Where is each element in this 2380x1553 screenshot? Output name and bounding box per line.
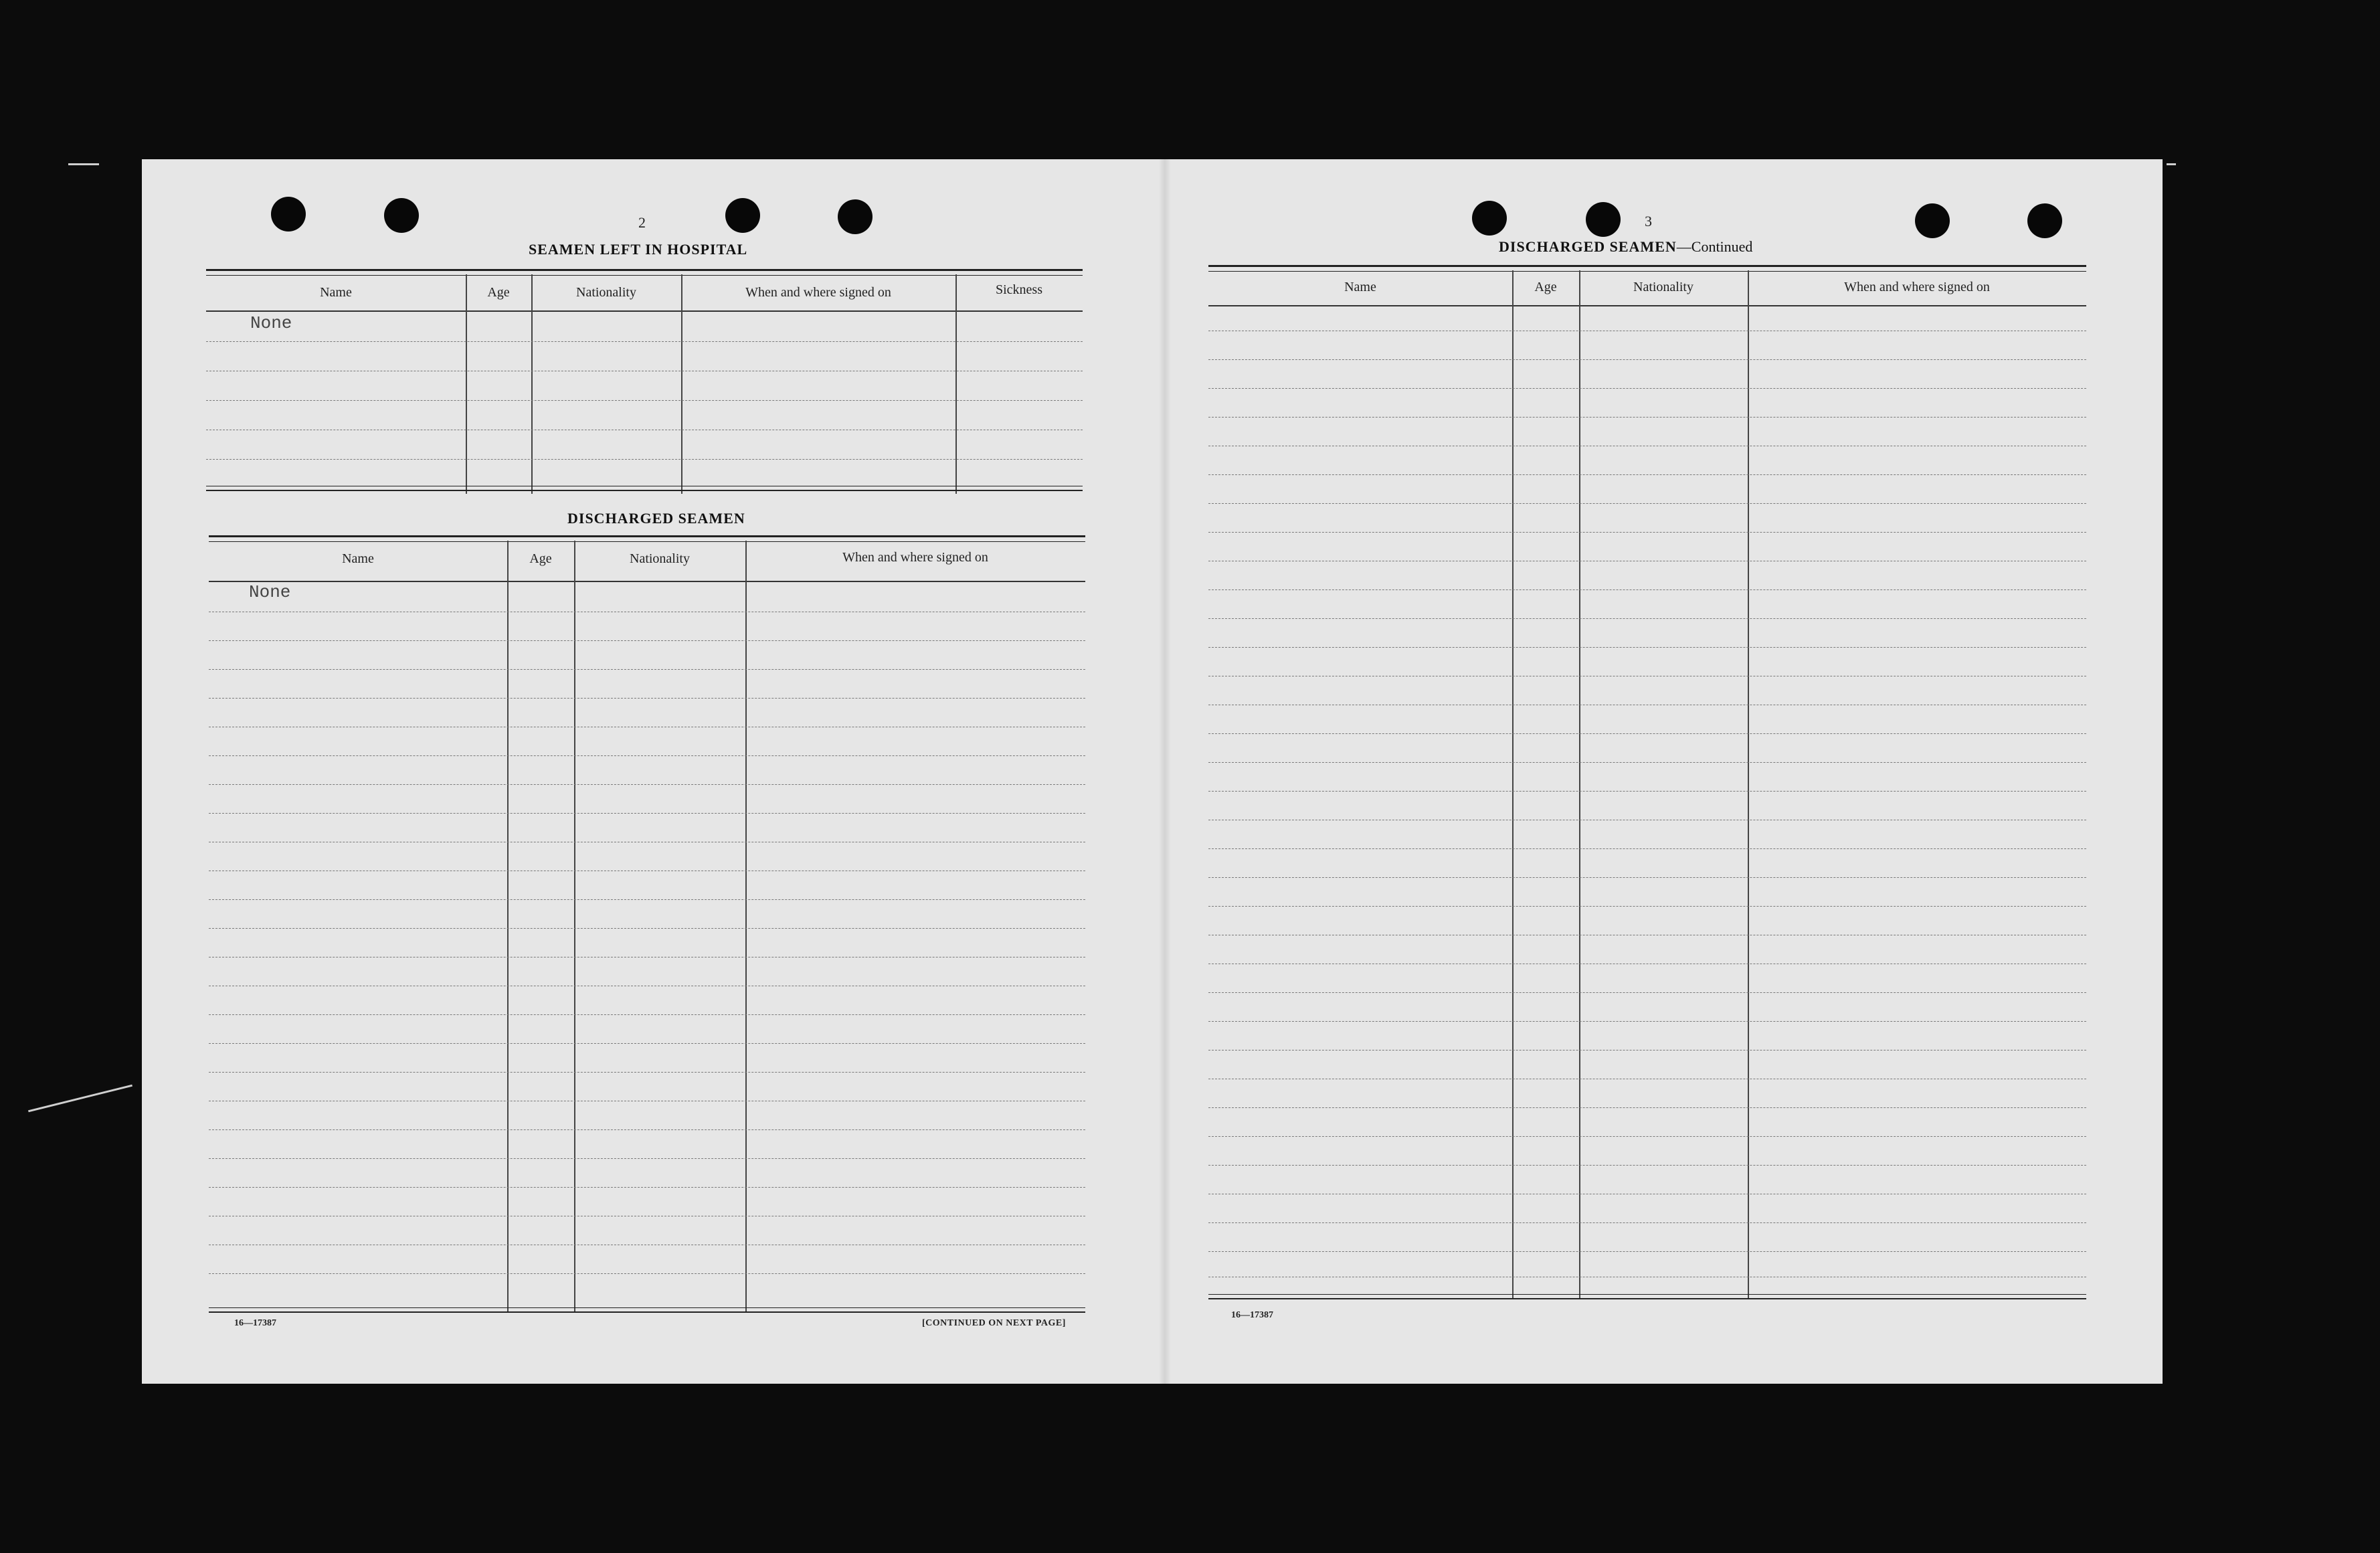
column-header-signed-on: When and where signed on <box>842 550 988 565</box>
punch-hole <box>725 198 760 233</box>
punch-hole <box>1915 203 1950 238</box>
right-page <box>1166 159 2163 1384</box>
discharged-table <box>209 535 1085 1319</box>
punch-hole <box>1472 201 1507 236</box>
column-header-signed-on: When and where signed on <box>745 285 891 300</box>
column-header-name: Name <box>320 285 352 300</box>
column-header-age: Age <box>487 285 510 300</box>
hospital-table <box>206 269 1083 494</box>
form-number: 16—17387 <box>1231 1310 1273 1320</box>
section-title-continued: —Continued <box>1676 238 1753 255</box>
column-header-nationality: Nationality <box>630 551 690 566</box>
section-title-discharged: DISCHARGED SEAMEN <box>567 510 745 527</box>
column-header-name: Name <box>1344 280 1376 294</box>
scan-artifact <box>28 1085 132 1113</box>
column-header-nationality: Nationality <box>576 285 636 300</box>
punch-hole <box>1586 202 1621 237</box>
column-header-nationality: Nationality <box>1633 280 1694 294</box>
left-page <box>142 159 1166 1384</box>
column-header-age: Age <box>1534 280 1557 294</box>
page-number: 3 <box>1645 213 1652 230</box>
form-number: 16—17387 <box>234 1318 276 1328</box>
section-title-discharged-continued <box>1499 238 1752 256</box>
page-number: 2 <box>638 214 646 231</box>
hospital-entry-name: None <box>250 313 292 333</box>
scan-artifact <box>2167 163 2176 165</box>
continued-note: [CONTINUED ON NEXT PAGE] <box>922 1318 1066 1328</box>
open-ledger-document <box>142 159 2163 1384</box>
column-header-signed-on: When and where signed on <box>1844 280 1990 294</box>
section-title-hospital: SEAMEN LEFT IN HOSPITAL <box>529 241 748 258</box>
column-header-age: Age <box>529 551 552 566</box>
column-header-name: Name <box>342 551 374 566</box>
punch-hole <box>384 198 419 233</box>
section-title-text: DISCHARGED SEAMEN <box>1499 238 1677 255</box>
column-header-sickness: Sickness <box>996 282 1042 297</box>
discharged-continued-table <box>1208 265 2086 1305</box>
scan-artifact <box>68 163 99 165</box>
punch-hole <box>838 199 873 234</box>
punch-hole <box>271 197 306 232</box>
discharged-entry-name: None <box>249 582 291 602</box>
punch-hole <box>2027 203 2062 238</box>
